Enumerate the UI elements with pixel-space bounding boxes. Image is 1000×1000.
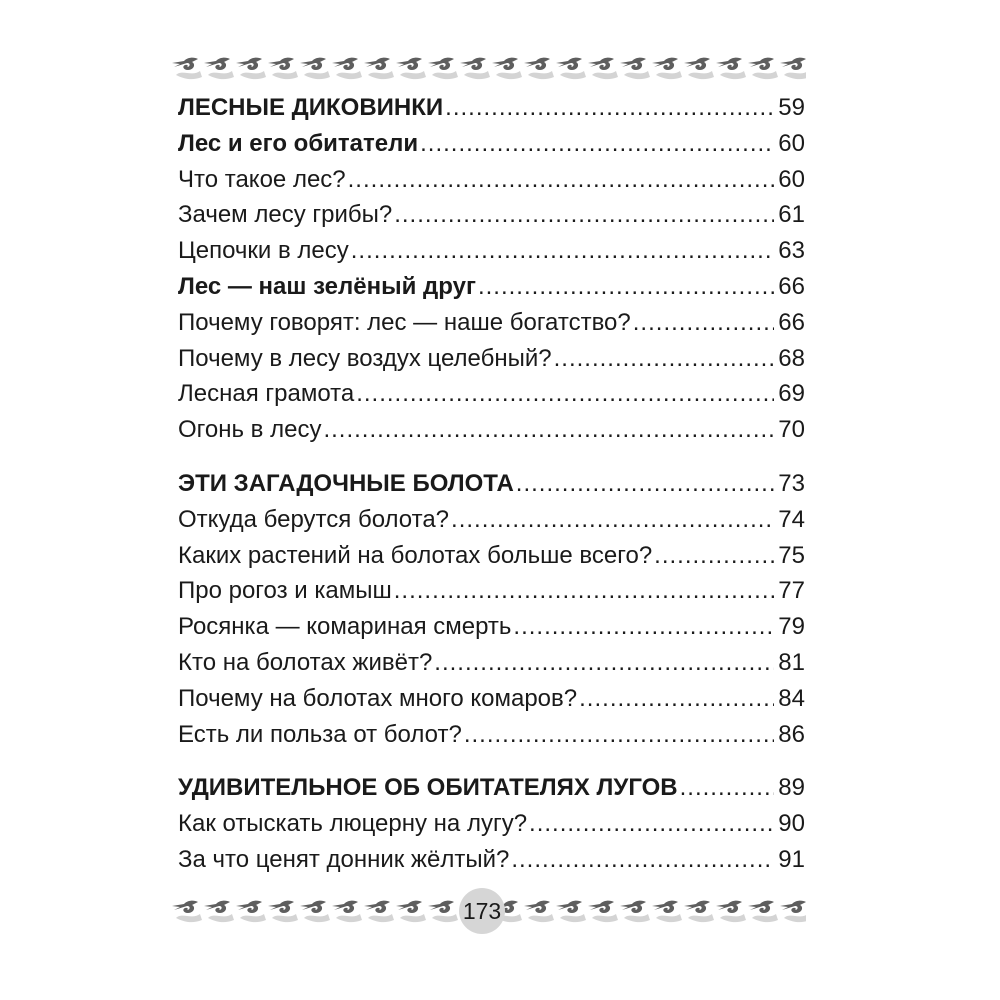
toc-heading-entry — [178, 90, 805, 126]
entry-title: УДИВИТЕЛЬНОЕ ОБ ОБИТАТЕЛЯХ ЛУГОВ — [178, 774, 678, 802]
toc-entry — [178, 538, 805, 574]
toc-entry — [178, 412, 805, 448]
toc-entry — [178, 842, 805, 878]
entry-page: 77 — [778, 577, 805, 605]
table-of-contents — [178, 90, 805, 896]
entry-page: 84 — [778, 684, 805, 712]
toc-entry — [178, 573, 805, 609]
toc-section — [178, 466, 805, 752]
entry-page: 81 — [778, 648, 805, 676]
dot-leader — [394, 573, 775, 609]
entry-page: 91 — [778, 845, 805, 873]
dot-leader — [434, 645, 774, 681]
entry-page: 60 — [778, 129, 805, 157]
entry-title: Почему на болотах много комаров? — [178, 684, 578, 712]
entry-page: 89 — [778, 774, 805, 802]
toc-entry — [178, 681, 805, 717]
dot-leader — [513, 609, 774, 645]
dot-leader — [579, 681, 774, 717]
toc-section — [178, 770, 805, 877]
dot-leader — [529, 806, 774, 842]
entry-page: 63 — [778, 237, 805, 265]
page-number-badge: 173 — [459, 888, 505, 934]
entry-title: Почему говорят: лес — наше богатство? — [178, 308, 631, 336]
entry-title: Зачем лесу грибы? — [178, 201, 393, 229]
entry-page: 69 — [778, 380, 805, 408]
entry-page: 66 — [778, 308, 805, 336]
toc-heading-entry — [178, 466, 805, 502]
toc-heading-entry — [178, 770, 805, 806]
entry-page: 59 — [778, 94, 805, 121]
entry-title: Откуда берутся болота? — [178, 505, 450, 533]
entry-title: Лесная грамота — [178, 380, 355, 408]
entry-title: Огонь в лесу — [178, 416, 322, 444]
dot-leader — [680, 770, 775, 806]
decorative-wave-border-top — [170, 55, 806, 81]
entry-page: 70 — [778, 416, 805, 444]
entry-title: Каких растений на болотах больше всего? — [178, 541, 653, 569]
entry-title: Лес — наш зелёный друг — [178, 272, 476, 300]
entry-title: Кто на болотах живёт? — [178, 648, 433, 676]
dot-leader — [445, 90, 774, 126]
toc-entry — [178, 341, 805, 377]
dot-leader — [654, 538, 774, 574]
entry-page: 68 — [778, 344, 805, 372]
entry-page: 74 — [778, 505, 805, 533]
dot-leader — [511, 842, 774, 878]
dot-leader — [478, 269, 774, 305]
toc-heading-entry — [178, 269, 805, 305]
entry-title: ЛЕСНЫЕ ДИКОВИНКИ — [178, 94, 444, 121]
toc-entry — [178, 376, 805, 412]
entry-page: 86 — [778, 720, 805, 748]
entry-page: 73 — [778, 469, 805, 497]
entry-title: Есть ли польза от болот? — [178, 720, 462, 748]
dot-leader — [516, 466, 775, 502]
entry-title: Почему в лесу воздух целебный? — [178, 344, 552, 372]
dot-leader — [348, 162, 775, 198]
dot-leader — [464, 717, 774, 753]
toc-entry — [178, 162, 805, 198]
entry-page: 66 — [778, 272, 805, 300]
entry-page: 79 — [778, 613, 805, 641]
entry-title: Что такое лес? — [178, 165, 346, 193]
dot-leader — [351, 233, 775, 269]
entry-page: 90 — [778, 810, 805, 838]
dot-leader — [394, 197, 774, 233]
entry-title: Росянка — комариная смерть — [178, 613, 512, 641]
toc-entry — [178, 502, 805, 538]
toc-entry — [178, 806, 805, 842]
toc-entry — [178, 305, 805, 341]
entry-page: 75 — [778, 541, 805, 569]
dot-leader — [356, 376, 774, 412]
toc-entry — [178, 717, 805, 753]
dot-leader — [633, 305, 775, 341]
dot-leader — [323, 412, 774, 448]
entry-title: За что ценят донник жёлтый? — [178, 845, 510, 873]
entry-page: 61 — [778, 201, 805, 229]
entry-title: Цепочки в лесу — [178, 237, 349, 265]
entry-title: Про рогоз и камыш — [178, 577, 392, 605]
toc-section — [178, 90, 805, 448]
dot-leader — [554, 341, 775, 377]
toc-entry — [178, 233, 805, 269]
toc-entry — [178, 645, 805, 681]
toc-entry — [178, 197, 805, 233]
entry-title: Как отыскать люцерну на лугу? — [178, 810, 528, 838]
dot-leader — [451, 502, 774, 538]
entry-title: ЭТИ ЗАГАДОЧНЫЕ БОЛОТА — [178, 469, 514, 497]
toc-entry — [178, 609, 805, 645]
entry-page: 60 — [778, 165, 805, 193]
entry-title: Лес и его обитатели — [178, 129, 419, 157]
dot-leader — [420, 126, 774, 162]
toc-heading-entry — [178, 126, 805, 162]
